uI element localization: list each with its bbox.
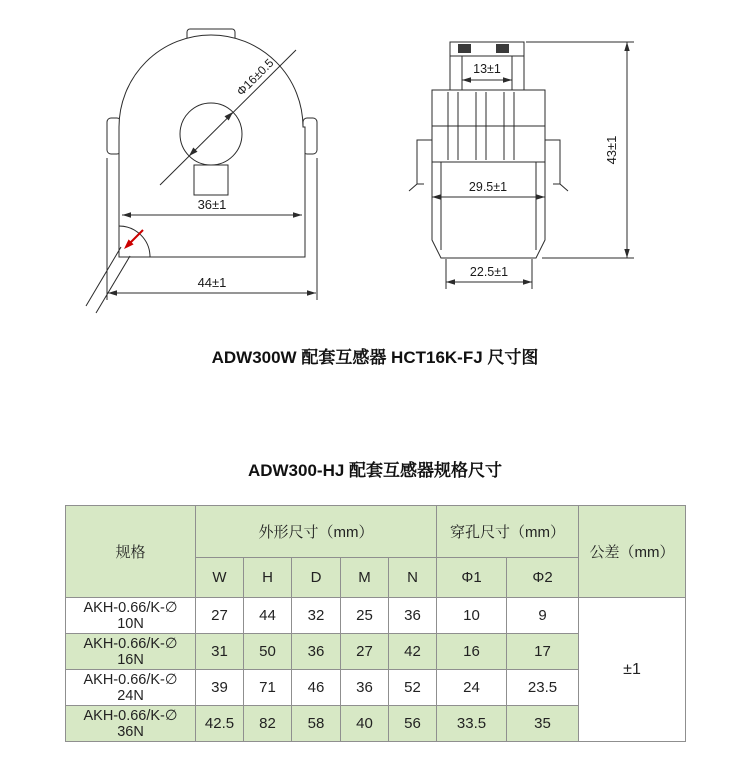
value-phi1: 33.5 [437, 706, 507, 742]
terminal-1 [458, 44, 471, 53]
header-outer-dims: 外形尺寸（mm） [196, 506, 437, 558]
dim-outer-width: 44±1 [197, 275, 227, 290]
value-phi2: 23.5 [507, 670, 579, 706]
tolerance-value: ±1 [579, 598, 686, 742]
col-header-d: D [292, 558, 341, 598]
value-m: 27 [341, 634, 389, 670]
col-header-n: N [389, 558, 437, 598]
value-phi2: 9 [507, 598, 579, 634]
value-phi1: 24 [437, 670, 507, 706]
front-view [86, 29, 317, 313]
value-d: 32 [292, 598, 341, 634]
value-phi1: 10 [437, 598, 507, 634]
wire-1 [86, 247, 121, 306]
lower-body [432, 162, 545, 258]
col-header-phi1: Φ1 [437, 558, 507, 598]
value-phi2: 17 [507, 634, 579, 670]
wire-2 [96, 256, 130, 313]
dim-bottom-width: 22.5±1 [469, 265, 509, 279]
spec-name: AKH-0.66/K-∅ 10N [66, 598, 196, 634]
value-m: 25 [341, 598, 389, 634]
value-h: 44 [244, 598, 292, 634]
header-spec: 规格 [66, 506, 196, 598]
value-m: 40 [341, 706, 389, 742]
spec-name: AKH-0.66/K-∅ 36N [66, 706, 196, 742]
header-tolerance: 公差（mm） [579, 506, 686, 598]
value-d: 58 [292, 706, 341, 742]
value-d: 36 [292, 634, 341, 670]
drawing-caption: ADW300W 配套互感器 HCT16K-FJ 尺寸图 [211, 348, 539, 367]
value-n: 56 [389, 706, 437, 742]
value-phi2: 35 [507, 706, 579, 742]
dimension-drawing [0, 0, 750, 335]
left-clip [409, 140, 432, 191]
col-header-phi2: Φ2 [507, 558, 579, 598]
spec-table [65, 505, 686, 742]
value-phi1: 16 [437, 634, 507, 670]
dim-height: 43±1 [604, 135, 619, 165]
col-header-m: M [341, 558, 389, 598]
table-row [66, 598, 686, 634]
terminal-2 [496, 44, 509, 53]
value-h: 82 [244, 706, 292, 742]
spec-table-title: ADW300-HJ 配套互感器规格尺寸 [247, 461, 503, 480]
value-m: 36 [341, 670, 389, 706]
dim-body-width: 29.5±1 [468, 180, 508, 194]
dim-hole-diameter: Φ16±0.5 [233, 55, 277, 99]
col-header-w: W [196, 558, 244, 598]
value-w: 31 [196, 634, 244, 670]
spec-name: AKH-0.66/K-∅ 16N [66, 634, 196, 670]
dim-inner-width: 36±1 [197, 197, 227, 212]
value-h: 50 [244, 634, 292, 670]
value-w: 42.5 [196, 706, 244, 742]
spec-name: AKH-0.66/K-∅ 24N [66, 670, 196, 706]
value-n: 42 [389, 634, 437, 670]
ct-window [194, 165, 228, 195]
value-n: 36 [389, 598, 437, 634]
right-clip [545, 140, 568, 191]
value-n: 52 [389, 670, 437, 706]
value-w: 39 [196, 670, 244, 706]
value-d: 46 [292, 670, 341, 706]
dim-top-width: 13±1 [473, 62, 501, 76]
value-h: 71 [244, 670, 292, 706]
value-w: 27 [196, 598, 244, 634]
header-hole-dims: 穿孔尺寸（mm） [437, 506, 579, 558]
col-header-h: H [244, 558, 292, 598]
